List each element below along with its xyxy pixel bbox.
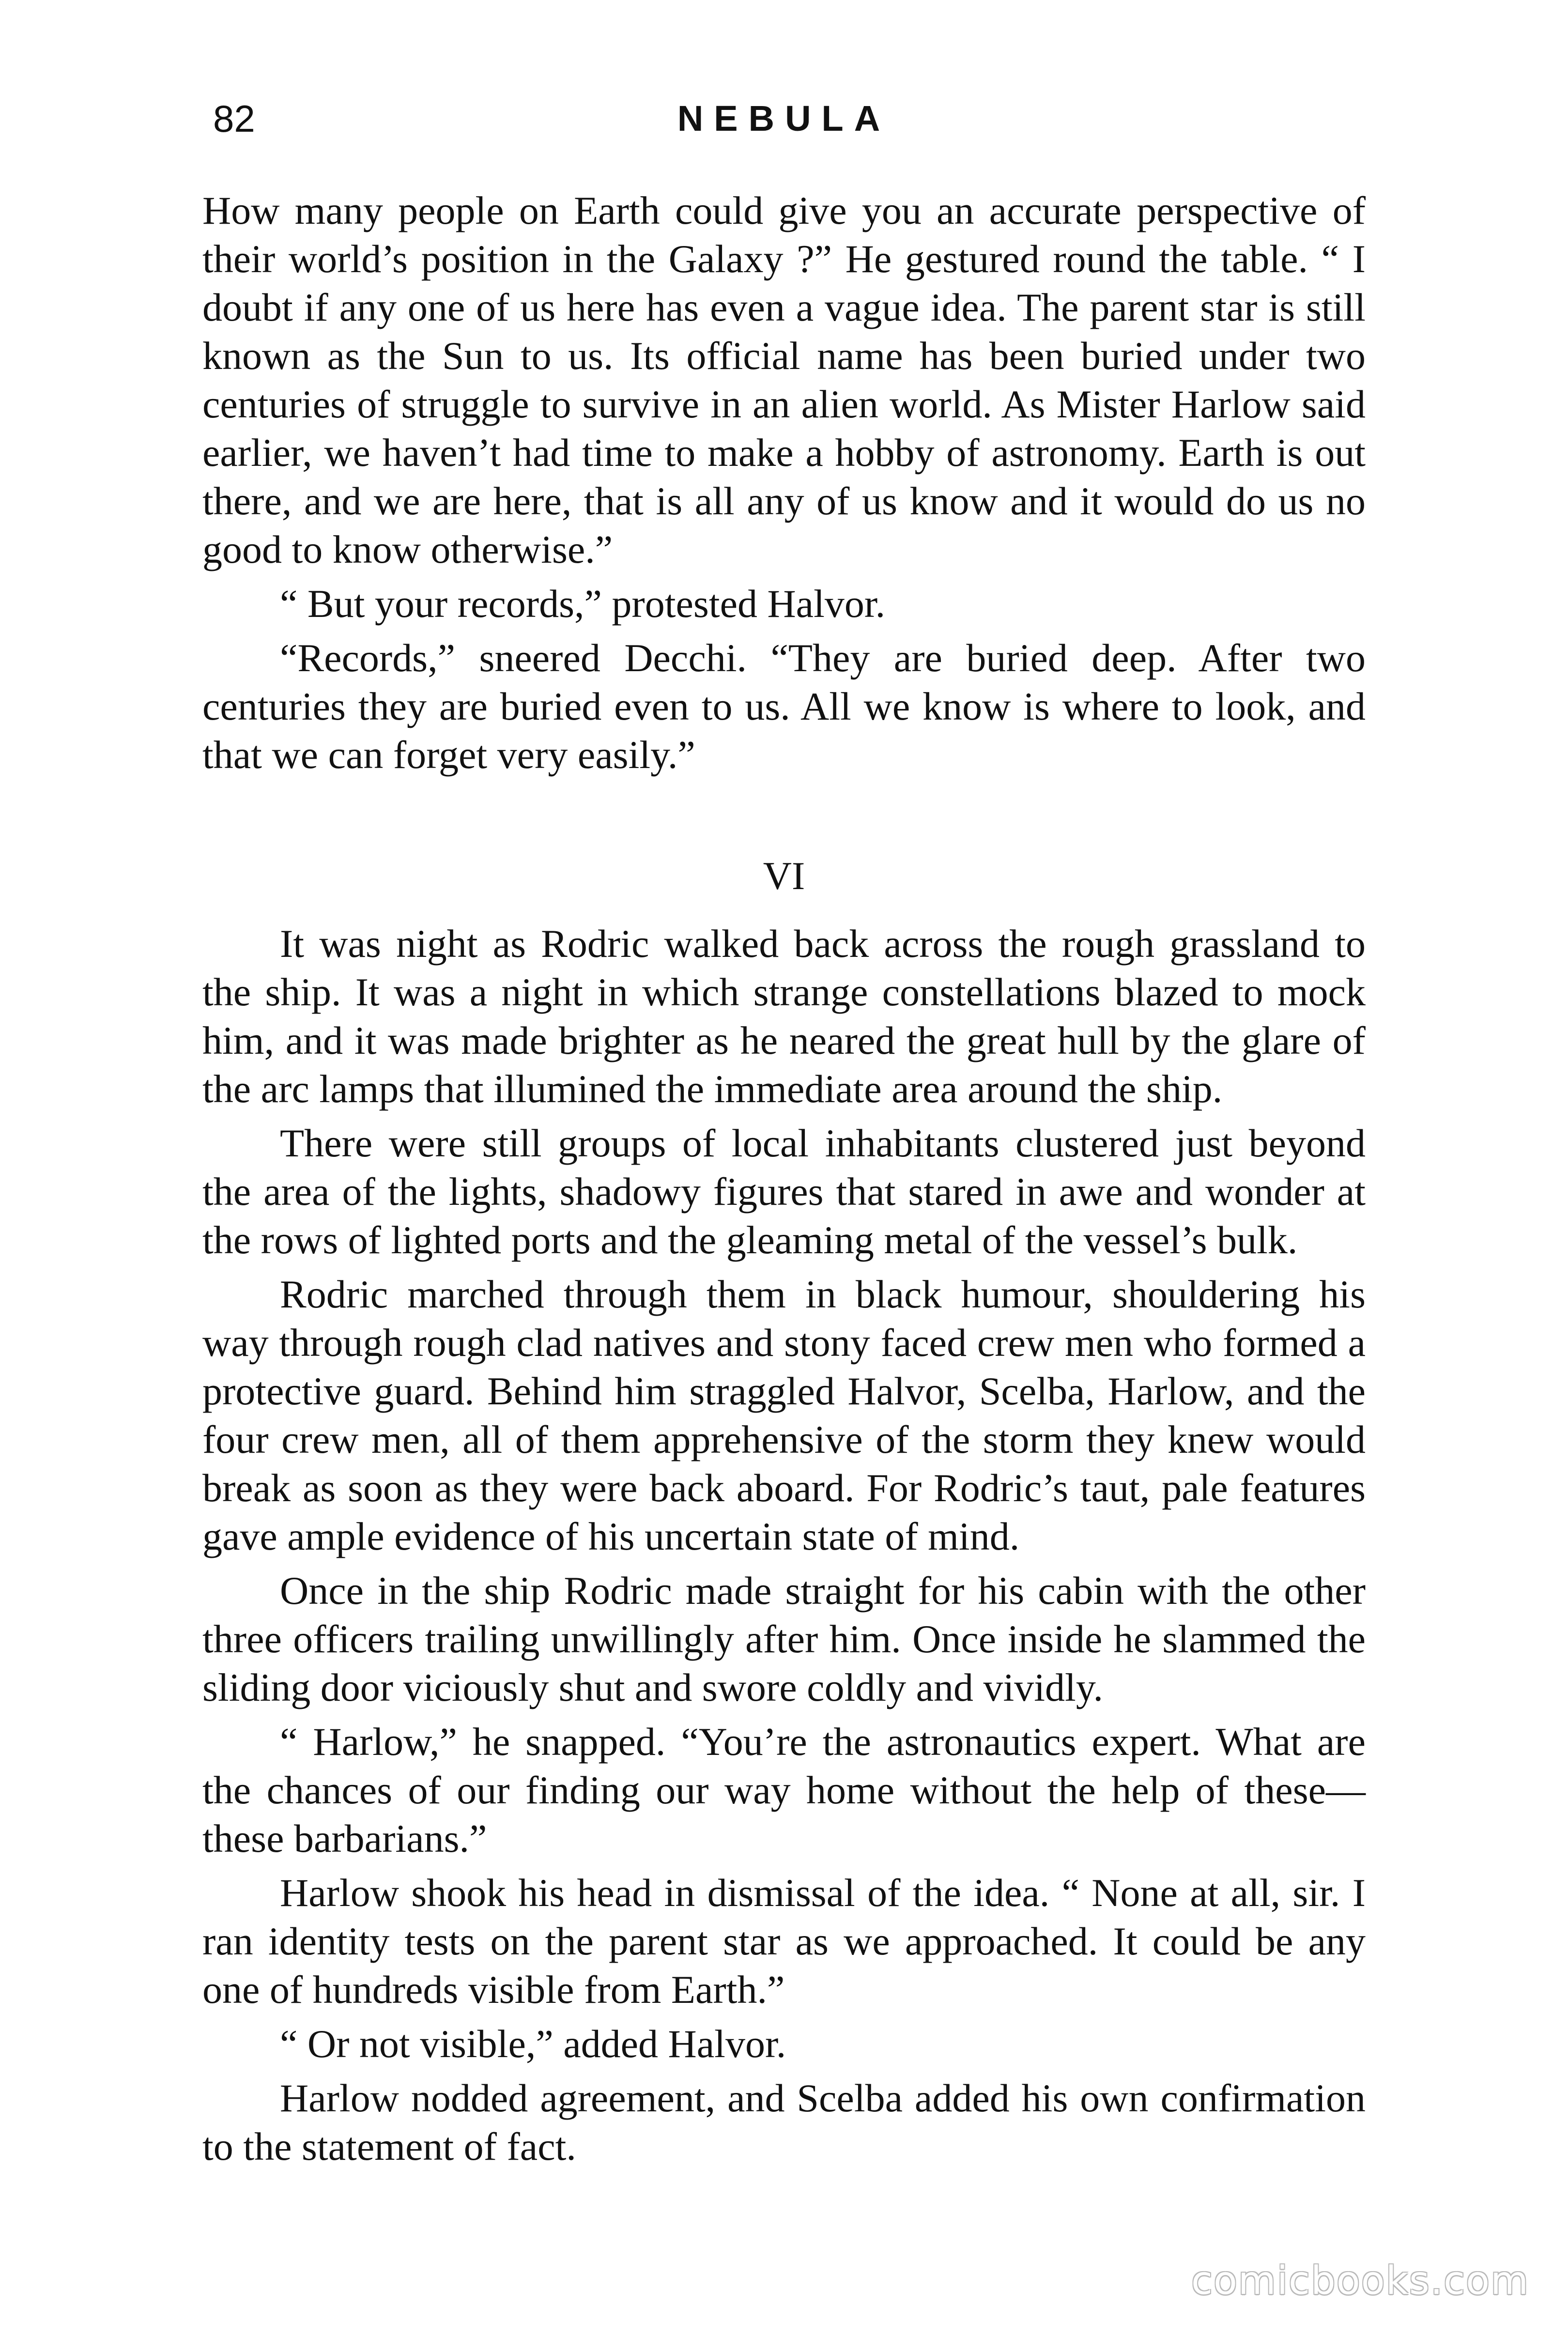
watermark-logo: comicbooks.com xyxy=(1191,2258,1529,2303)
paragraph: Harlow nodded agreement, and Scelba added his own confirmation to the statement of fact. xyxy=(202,2076,1366,2168)
paragraph: Rodric marched through them in black humour, shouldering his way through rough clad natives and stony faced crew men who formed a protective guard. Behind him straggled Halvor, Scelba, Harlow, and the four crew men, all of them apprehensive of the storm they knew would break as soon as they were back aboard. For Rodric’s taut, pale features gave ample evidence of his uncertain state of mind. xyxy=(202,1272,1366,1558)
chapter-heading: VI xyxy=(763,854,805,898)
paragraph: “Records,” sneered Decchi. “They are buried deep. After two centuries they are buried even to us. All we know is where to look, and that we can forget very easily.” xyxy=(202,636,1366,777)
page-header xyxy=(0,92,1568,145)
paragraph: How many people on Earth could give you an accurate perspective of their world’s position in the Galaxy ?” He gestured round the table. “ I doubt if any one of us here has even a vague idea. The parent star is still known as the Sun to us. Its official name has been buried under two centuries of struggle to survive in an alien world. As Mister Harlow said earlier, we haven’t had time to make a hobby of astronomy. Earth is out there, and we are here, that is all any of us know and it would do us no good to know otherwise.” xyxy=(202,188,1366,571)
body-text xyxy=(202,186,1366,2177)
paragraph: “ Harlow,” he snapped. “You’re the astronautics expert. What are the chances of our finding our way home without the help of these—these barbarians.” xyxy=(202,1720,1366,1860)
paragraph: “ But your records,” protested Halvor. xyxy=(280,582,886,626)
paragraph: There were still groups of local inhabitants clustered just beyond the area of the lights, shadowy figures that stared in awe and wonder at the rows of lighted ports and the gleaming metal of the vessel’s bulk. xyxy=(202,1121,1366,1262)
paragraph: Once in the ship Rodric made straight for his cabin with the other three officers trailing unwillingly after him. Once inside he slammed the sliding door viciously shut and swore coldly and vividly. xyxy=(202,1568,1366,1709)
paragraph: Harlow shook his head in dismissal of the idea. “ None at all, sir. I ran identity tests on the parent star as we approached. It could be any one of hundreds visible from Earth.” xyxy=(202,1871,1366,2012)
paragraph: It was night as Rodric walked back across the rough grassland to the ship. It was a night in which strange constellations blazed to mock him, and it was made brighter as he neared the great hull by the glare of the arc lamps that illumined the immediate area around the ship. xyxy=(202,922,1366,1111)
running-head: NEBULA xyxy=(677,98,891,138)
page-number: 82 xyxy=(213,97,255,140)
paragraph: “ Or not visible,” added Halvor. xyxy=(280,2022,786,2066)
